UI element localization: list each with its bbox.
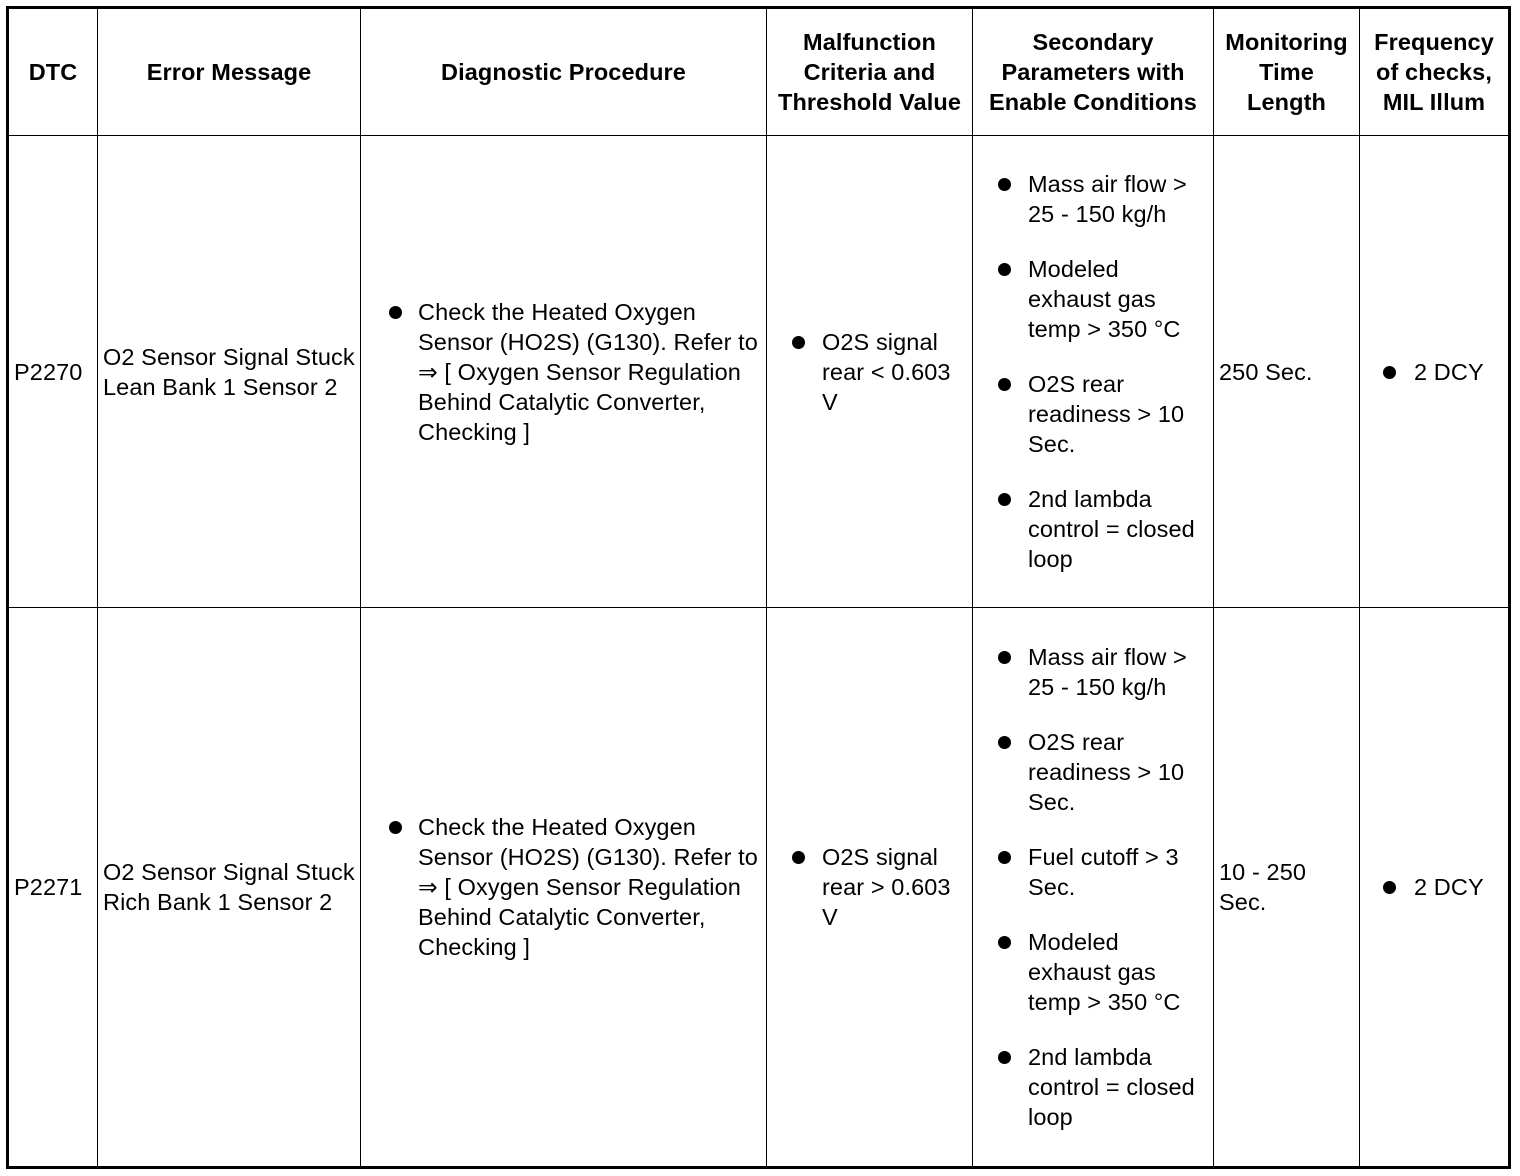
frequency-list [1365, 357, 1503, 387]
header-secondary-parameters: Secondary Parameters with Enable Conditions [973, 8, 1214, 136]
list-item: Fuel cutoff > 3 Sec. [978, 842, 1208, 902]
list-item: Modeled exhaust gas temp > 350 °C [978, 927, 1208, 1017]
header-diagnostic-procedure: Diagnostic Procedure [361, 8, 767, 136]
list-item: 2nd lambda control = closed loop [978, 1042, 1208, 1132]
header-error-message: Error Message [98, 8, 361, 136]
list-item: 2 DCY [1365, 357, 1503, 387]
diagnostic-procedure [361, 608, 767, 1168]
frequency [1360, 608, 1510, 1168]
list-item: Check the Heated Oxygen Sensor (HO2S) (G130). Refer to ⇒ [ Oxygen Sensor Regulation Behind Catalytic Converter, Checking ] [366, 297, 761, 447]
criteria-list [772, 327, 967, 417]
dtc-code: P2271 [8, 608, 98, 1168]
procedure-list [366, 297, 761, 447]
monitoring-time: 250 Sec. [1214, 136, 1360, 608]
error-message: O2 Sensor Signal Stuck Rich Bank 1 Sensor 2 [98, 608, 361, 1168]
dtc-code: P2270 [8, 136, 98, 608]
list-item: Check the Heated Oxygen Sensor (HO2S) (G130). Refer to ⇒ [ Oxygen Sensor Regulation Behind Catalytic Converter, Checking ] [366, 812, 761, 962]
diagnostic-procedure [361, 136, 767, 608]
criteria-list [772, 842, 967, 932]
list-item: 2nd lambda control = closed loop [978, 484, 1208, 574]
table-row [8, 136, 1510, 608]
dtc-table [6, 6, 1511, 1169]
list-item: O2S rear readiness > 10 Sec. [978, 727, 1208, 817]
secondary-list [978, 169, 1208, 574]
table-row [8, 608, 1510, 1168]
procedure-list [366, 812, 761, 962]
header-monitoring-time: Monitoring Time Length [1214, 8, 1360, 136]
error-message: O2 Sensor Signal Stuck Lean Bank 1 Sensor 2 [98, 136, 361, 608]
header-malfunction-criteria: Malfunction Criteria and Threshold Value [767, 8, 973, 136]
frequency-list [1365, 872, 1503, 902]
monitoring-time: 10 - 250 Sec. [1214, 608, 1360, 1168]
malfunction-criteria [767, 136, 973, 608]
secondary-parameters [973, 136, 1214, 608]
list-item: 2 DCY [1365, 872, 1503, 902]
list-item: O2S rear readiness > 10 Sec. [978, 369, 1208, 459]
malfunction-criteria [767, 608, 973, 1168]
list-item: Mass air flow > 25 - 150 kg/h [978, 169, 1208, 229]
list-item: Mass air flow > 25 - 150 kg/h [978, 642, 1208, 702]
frequency [1360, 136, 1510, 608]
header-dtc: DTC [8, 8, 98, 136]
list-item: O2S signal rear < 0.603 V [772, 327, 967, 417]
list-item: O2S signal rear > 0.603 V [772, 842, 967, 932]
header-frequency: Frequency of checks, MIL Illum [1360, 8, 1510, 136]
table-header-row [8, 8, 1510, 136]
secondary-parameters [973, 608, 1214, 1168]
list-item: Modeled exhaust gas temp > 350 °C [978, 254, 1208, 344]
secondary-list [978, 642, 1208, 1132]
